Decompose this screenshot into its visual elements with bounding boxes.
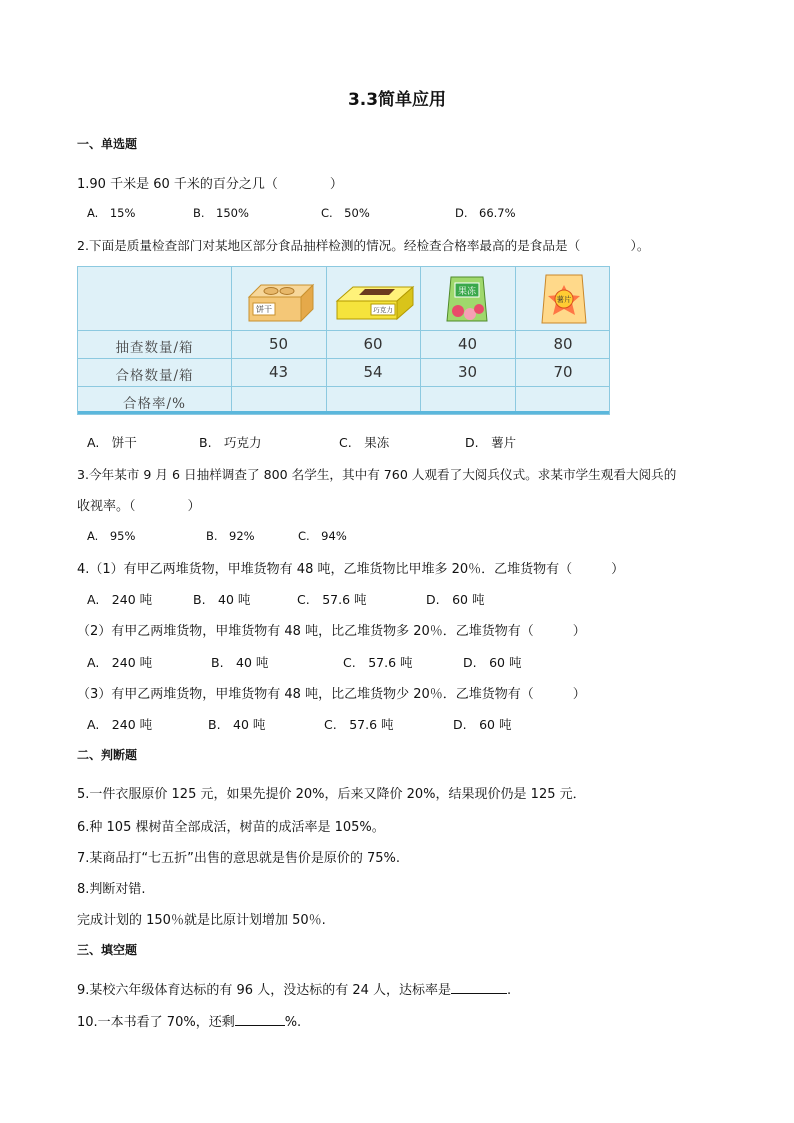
q3-option-a: A. 95%	[87, 529, 136, 543]
q4-2-option-b: B. 40 吨	[211, 655, 269, 670]
qualified-jelly: 30	[457, 363, 478, 381]
question-4-part-2: （2）有甲乙两堆货物，甲堆货物有 48 吨，比乙堆货物多 20％．乙堆货物有（ ）	[77, 624, 586, 639]
question-4-part-1: 4.（1）有甲乙两堆货物，甲堆货物有 48 吨，乙堆货物比甲堆多 20％．乙堆货物有（ ）	[77, 562, 625, 577]
q3-option-c: C. 94%	[298, 529, 347, 543]
question-9	[77, 979, 511, 998]
q4-1-option-b: B. 40 吨	[193, 592, 251, 607]
question-9-end: .	[507, 983, 512, 998]
q10-answer-blank[interactable]	[235, 1013, 285, 1026]
question-2: 2.下面是质量检查部门对某地区部分食品抽样检测的情况。经检查合格率最高的是食品是（ ）。	[77, 238, 650, 253]
q4-1-option-d: D. 60 吨	[426, 592, 485, 607]
question-3-line-1: 3.今年某市 9 月 6 日抽样调查了 800 名学生，其中有 760 人观看了大阅兵仪式。求某市学生观看大阅兵的	[77, 467, 677, 482]
biscuit-box-image	[241, 277, 319, 325]
sampled-chips: 80	[553, 335, 573, 353]
sampled-biscuit: 50	[268, 335, 289, 353]
sampled-jelly: 40	[457, 335, 478, 353]
row-label-sampled: 抽查数量/箱	[115, 340, 194, 356]
q1-option-a: A. 15%	[87, 206, 136, 220]
q1-option-d: D. 66.7%	[455, 206, 516, 220]
biscuit-label: 饼干	[256, 305, 272, 314]
question-8: 8.判断对错.	[77, 882, 146, 897]
qualified-chips: 70	[553, 363, 573, 381]
q4-3-option-d: D. 60 吨	[453, 717, 512, 732]
qualified-chocolate: 54	[363, 363, 383, 381]
q4-1-option-c: C. 57.6 吨	[297, 592, 367, 607]
food-inspection-table	[77, 266, 610, 415]
question-1: 1.90 千米是 60 千米的百分之几（ ）	[77, 177, 343, 192]
question-8-statement: 完成计划的 150％就是比原计划增加 50％.	[77, 913, 326, 928]
q2-option-d: D. 薯片	[465, 435, 517, 450]
question-10	[77, 1011, 301, 1030]
chocolate-box-image	[333, 279, 417, 325]
question-3-line-2: 收视率。（ ）	[77, 499, 201, 514]
question-4-part-3: （3）有甲乙两堆货物，甲堆货物有 48 吨，比乙堆货物少 20％．乙堆货物有（ ）	[77, 687, 586, 702]
chocolate-label: 巧克力	[373, 306, 393, 314]
q4-1-option-a: A. 240 吨	[87, 592, 153, 607]
question-9-text: 9.某校六年级体育达标的有 96 人，没达标的有 24 人，达标率是	[77, 983, 452, 998]
question-10-text: 10.一本书看了 70%，还剩	[77, 1015, 235, 1030]
page-title: 3.3简单应用	[347, 90, 447, 110]
question-6: 6.种 105 棵树苗全部成活，树苗的成活率是 105%。	[77, 820, 385, 835]
q4-3-option-c: C. 57.6 吨	[324, 717, 394, 732]
q1-option-c: C. 50%	[321, 206, 370, 220]
question-7: 7.某商品打“七五折”出售的意思就是售价是原价的 75%.	[77, 851, 401, 866]
q4-2-option-c: C. 57.6 吨	[343, 655, 413, 670]
chips-label: 薯片	[556, 295, 572, 304]
jelly-label: 果冻	[457, 287, 477, 297]
row-label-qualified: 合格数量/箱	[115, 368, 194, 384]
question-5: 5.一件衣服原价 125 元，如果先提价 20%，后来又降价 20%，结果现价仍是 125 元．	[77, 787, 586, 802]
q4-2-option-d: D. 60 吨	[463, 655, 522, 670]
q2-option-c: C. 果冻	[339, 435, 390, 450]
q1-option-b: B. 150%	[193, 206, 249, 220]
section-heading-judge: 二、判断题	[77, 748, 138, 762]
question-10-end: %.	[284, 1015, 302, 1030]
chips-bag-image	[538, 271, 590, 327]
qualified-biscuit: 43	[268, 363, 289, 381]
sampled-chocolate: 60	[363, 335, 383, 353]
q4-2-option-a: A. 240 吨	[87, 655, 153, 670]
q9-answer-blank[interactable]	[451, 981, 507, 994]
q3-option-b: B. 92%	[206, 529, 255, 543]
q2-option-b: B. 巧克力	[199, 435, 262, 450]
q2-option-a: A. 饼干	[87, 435, 137, 450]
section-heading-single-choice: 一、单选题	[77, 137, 138, 151]
jelly-bag-image	[443, 271, 491, 327]
q4-3-option-b: B. 40 吨	[208, 717, 266, 732]
section-heading-fill-blank: 三、填空题	[77, 943, 138, 957]
row-label-pass-rate: 合格率/%	[123, 396, 186, 412]
q4-3-option-a: A. 240 吨	[87, 717, 153, 732]
